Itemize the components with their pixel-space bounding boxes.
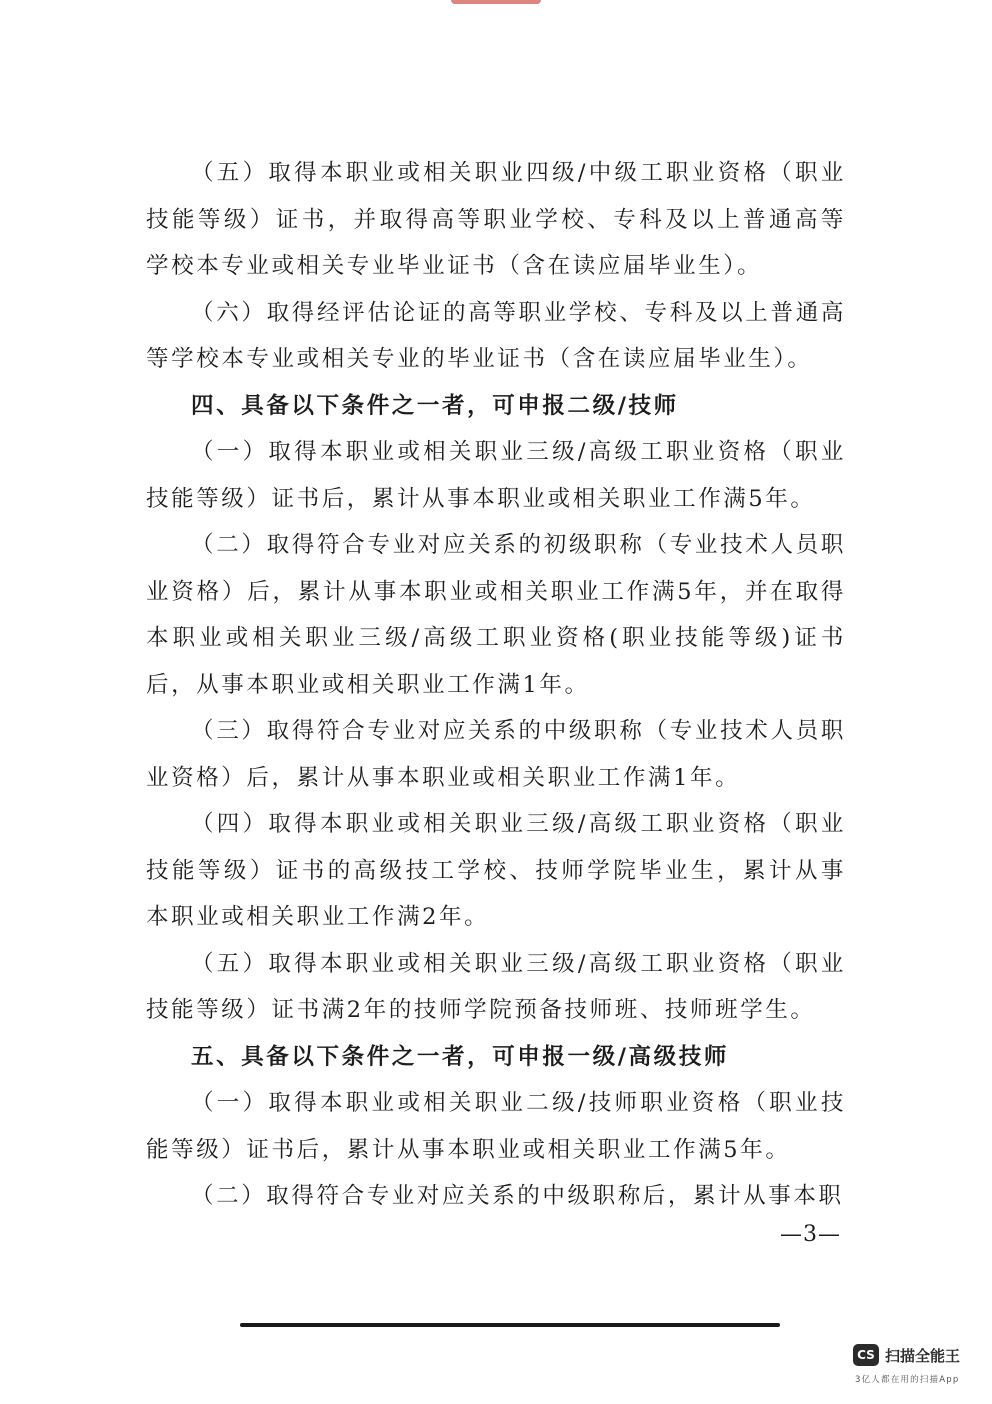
paragraph: （五）取得本职业或相关职业三级/高级工职业资格（职业技能等级）证书满2年的技师学院预备技师班、技师班学生。 [146, 950, 846, 1023]
paragraph: （三）取得符合专业对应关系的中级职称（专业技术人员职业资格）后，累计从事本职业或相关职业工作满1年。 [146, 718, 846, 791]
page-number: —3— [780, 1222, 841, 1247]
watermark-title: 扫描全能王 [885, 1347, 961, 1365]
binding-mark [451, 0, 541, 4]
scanner-watermark [853, 1344, 983, 1390]
paragraph: （二）取得符合专业对应关系的中级职称后，累计从事本职 [191, 1183, 844, 1209]
paragraph: （五）取得本职业或相关职业四级/中级工职业资格（职业技能等级）证书，并取得高等职业学校、专科及以上普通高等学校本专业或相关专业毕业证书（含在读应届毕业生）。 [146, 160, 846, 279]
paragraph: （一）取得本职业或相关职业二级/技师职业资格（职业技能等级）证书后，累计从事本职业或相关职业工作满5年。 [146, 1090, 846, 1163]
camscanner-logo-icon: CS [853, 1344, 879, 1366]
section-heading: 五、具备以下条件之一者，可申报一级/高级技师 [191, 1043, 729, 1070]
paragraph: （六）取得经评估论证的高等职业学校、专科及以上普通高等学校本专业或相关专业的毕业证书（含在读应届毕业生）。 [146, 299, 846, 372]
page-bottom-edge [240, 1323, 780, 1327]
document-body [146, 150, 846, 1220]
paragraph: （四）取得本职业或相关职业三级/高级工职业资格（职业技能等级）证书的高级技工学校、技师学院毕业生，累计从事本职业或相关职业工作满2年。 [146, 811, 846, 930]
section-heading: 四、具备以下条件之一者，可申报二级/技师 [191, 392, 679, 419]
watermark-subtitle: 3亿人都在用的扫描App [855, 1375, 960, 1385]
paragraph: （二）取得符合专业对应关系的初级职称（专业技术人员职业资格）后，累计从事本职业或相关职业工作满5年，并在取得本职业或相关职业三级/高级工职业资格(职业技能等级)证书后，从事本职业或相关职业工作满1年。 [146, 532, 846, 698]
paragraph: （一）取得本职业或相关职业三级/高级工职业资格（职业技能等级）证书后，累计从事本职业或相关职业工作满5年。 [146, 439, 846, 512]
